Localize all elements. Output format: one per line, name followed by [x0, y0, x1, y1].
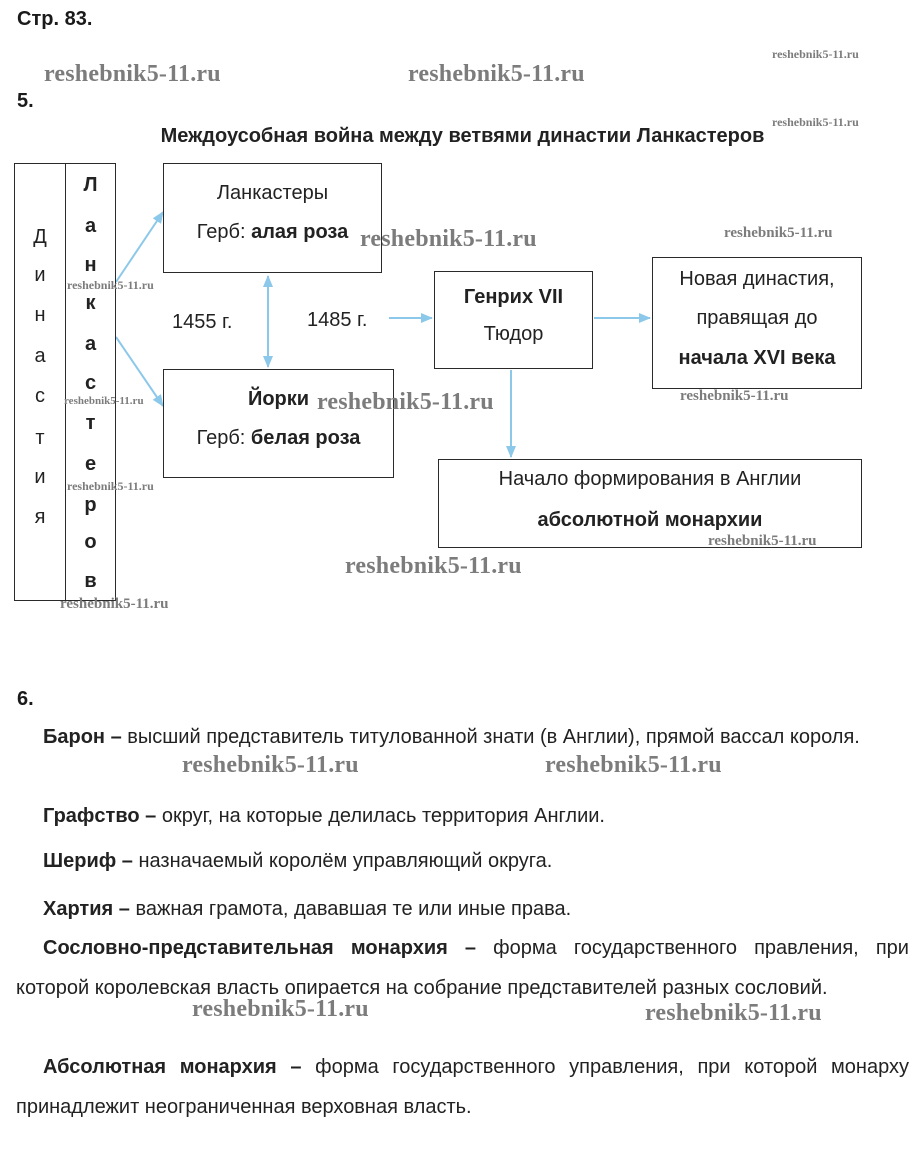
- watermark: reshebnik5-11.ru: [645, 1000, 822, 1026]
- absolutism-line-1: Начало формирования в Англии: [498, 468, 802, 490]
- watermark: reshebnik5-11.ru: [64, 395, 144, 407]
- letter: Л: [83, 174, 98, 196]
- letter: н: [84, 254, 97, 276]
- dynasty-line-2: правящая до: [696, 307, 818, 329]
- definition-item: [16, 1047, 909, 1127]
- definition-dash: –: [113, 898, 136, 920]
- letter: т: [35, 427, 45, 449]
- henry-house: Тюдор: [483, 323, 544, 345]
- absolutism-line-2: абсолютной монархии: [537, 509, 763, 531]
- letter: Д: [33, 226, 47, 248]
- letter: а: [84, 333, 97, 355]
- definition-term: Шериф: [43, 850, 117, 872]
- diagram-title: Междоусобная война между ветвями династии Ланкастеров: [160, 125, 765, 147]
- definition-item: [16, 717, 909, 757]
- watermark: reshebnik5-11.ru: [724, 225, 833, 241]
- arrow-to-lancaster: [116, 212, 163, 282]
- definition-term: Хартия: [43, 898, 114, 920]
- lancaster-coat-value: алая роза: [251, 221, 349, 243]
- letter: т: [85, 412, 96, 434]
- letter: о: [84, 531, 97, 553]
- coat-prefix: Герб:: [196, 221, 252, 243]
- definition-text: форма государственного управления, при которой монарху принадлежит неограниченная верховная власть.: [16, 1056, 909, 1118]
- york-name: Йорки: [247, 388, 310, 410]
- letter: а: [34, 345, 46, 367]
- watermark: reshebnik5-11.ru: [317, 389, 494, 415]
- watermark: reshebnik5-11.ru: [772, 47, 859, 61]
- letter: к: [85, 292, 96, 314]
- lancaster-name: Ланкастеры: [216, 182, 329, 204]
- definition-item: [16, 889, 909, 929]
- watermark: reshebnik5-11.ru: [60, 596, 169, 612]
- letter: я: [34, 506, 46, 528]
- watermark: reshebnik5-11.ru: [67, 479, 154, 493]
- letter: р: [84, 494, 97, 516]
- lancaster-box: [163, 163, 382, 273]
- page-label: Стр. 83.: [17, 8, 93, 30]
- watermark: reshebnik5-11.ru: [44, 61, 221, 87]
- definition-dash: –: [276, 1056, 316, 1078]
- henry-name: Генрих VII: [463, 286, 564, 308]
- definition-item: [16, 841, 909, 881]
- definition-term: Абсолютная монархия: [43, 1056, 277, 1078]
- task-5-number: 5.: [17, 90, 34, 112]
- dynasty-label-box: [14, 163, 66, 601]
- letter: с: [84, 372, 97, 394]
- definition-term: Барон: [43, 726, 106, 748]
- watermark: reshebnik5-11.ru: [192, 996, 369, 1022]
- watermark: reshebnik5-11.ru: [360, 226, 537, 252]
- henry-box: [434, 271, 593, 369]
- year-start: 1455 г.: [172, 311, 233, 333]
- watermark: reshebnik5-11.ru: [67, 278, 154, 292]
- watermark: reshebnik5-11.ru: [182, 752, 359, 778]
- letter: с: [35, 385, 45, 407]
- letter: а: [84, 215, 97, 237]
- coat-prefix: Герб:: [196, 427, 251, 449]
- definition-dash: –: [139, 805, 162, 827]
- definition-text: назначаемый королём управляющий округа.: [138, 850, 553, 872]
- task-6-number: 6.: [17, 688, 34, 710]
- dynasty-line-3: начала XVI века: [678, 347, 836, 369]
- watermark: reshebnik5-11.ru: [680, 388, 789, 404]
- york-coat-value: белая роза: [250, 427, 361, 449]
- definition-text: округ, на которые делилась территория Англии.: [161, 805, 605, 827]
- lancaster-label-box: [65, 163, 116, 601]
- definition-text: форма государственного правления, при которой королевская власть опирается на собрание представителей разных сословий.: [16, 937, 909, 999]
- letter: и: [34, 466, 46, 488]
- definition-term: Графство: [43, 805, 140, 827]
- watermark: reshebnik5-11.ru: [345, 553, 522, 579]
- letter: и: [34, 264, 46, 286]
- definition-dash: –: [447, 937, 494, 959]
- dynasty-line-1: Новая династия,: [679, 268, 835, 290]
- new-dynasty-box: [652, 257, 862, 389]
- definition-text: важная грамота, дававшая те или иные права.: [135, 898, 572, 920]
- letter: е: [84, 453, 97, 475]
- watermark: reshebnik5-11.ru: [545, 752, 722, 778]
- letter: н: [34, 304, 46, 326]
- definition-text: высший представитель титулованной знати (в Англии), прямой вассал короля.: [127, 726, 860, 748]
- watermark: reshebnik5-11.ru: [708, 533, 817, 549]
- letter: в: [84, 570, 97, 592]
- definition-item: [16, 796, 909, 836]
- york-coat: [164, 427, 393, 450]
- lancaster-coat: [164, 221, 381, 244]
- definition-item: [16, 928, 909, 1008]
- watermark: reshebnik5-11.ru: [408, 61, 585, 87]
- watermark: reshebnik5-11.ru: [772, 115, 859, 129]
- definition-dash: –: [116, 850, 139, 872]
- year-end: 1485 г.: [307, 309, 368, 331]
- definition-dash: –: [105, 726, 128, 748]
- york-box: [163, 369, 394, 478]
- definition-term: Сословно-представительная монархия: [43, 937, 448, 959]
